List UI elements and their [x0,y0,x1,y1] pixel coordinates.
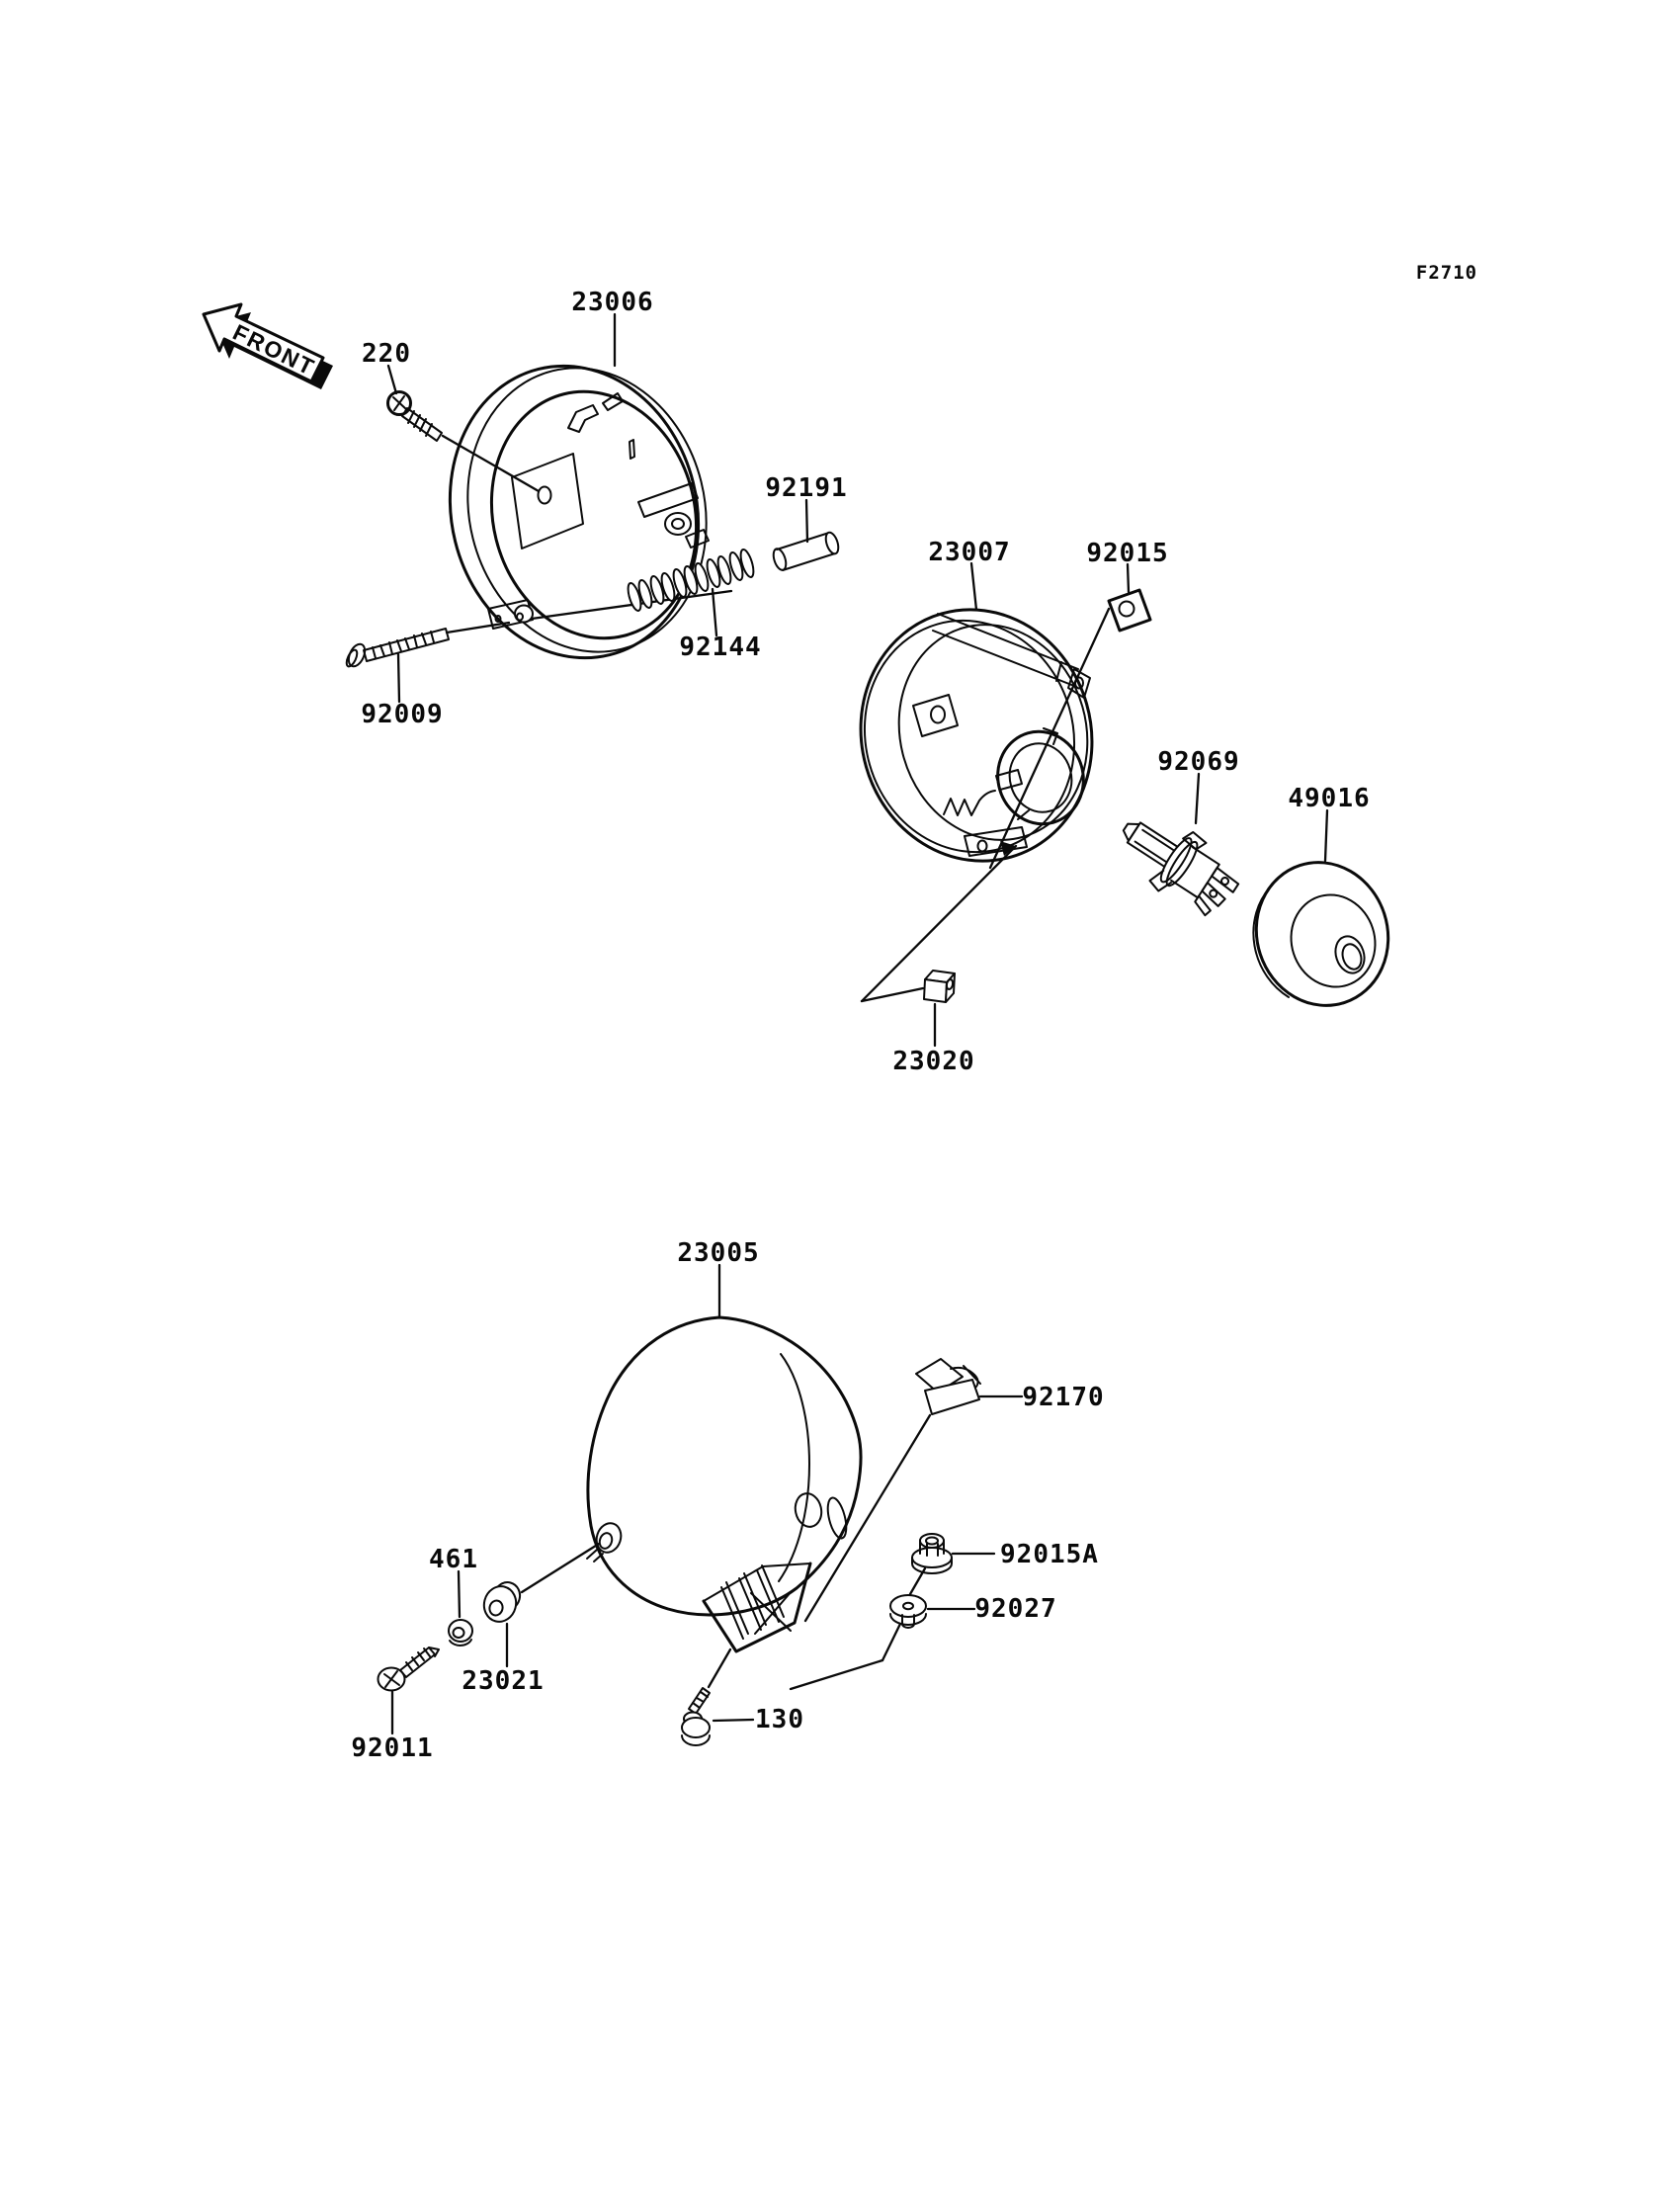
part-label-130: 130 [755,1705,804,1734]
line-130-to-bracket [709,1649,730,1687]
leader-23007 [971,563,976,610]
part-drawing-clamp-92170 [805,1359,980,1621]
leader-461 [459,1571,460,1617]
leader-92144 [713,589,716,635]
part-drawing-washer-461 [449,1620,472,1646]
leader-92191 [806,500,807,542]
line-23021-to-shell [522,1544,599,1592]
leader-130 [714,1720,753,1721]
part-drawing-screw-92009 [345,623,509,669]
rim-adjuster-plate [512,454,583,549]
part-drawing-shell-23005 [587,1317,861,1615]
part-drawing-reflector-23007 [831,582,1122,888]
part-drawing-damper-23020 [862,841,1016,1002]
part-label-23021: 23021 [462,1666,545,1696]
leader-92015 [1128,564,1129,592]
reflector-wire [944,791,995,815]
part-label-92144: 92144 [679,633,762,662]
part-drawing-nut-92015a [910,1534,952,1594]
part-label-49016: 49016 [1288,784,1371,813]
part-label-92027: 92027 [974,1594,1057,1624]
part-label-220: 220 [362,339,411,369]
part-label-461: 461 [429,1545,478,1574]
part-drawing-bulb-92069 [1106,800,1248,925]
part-drawing-collar-92027 [791,1595,926,1689]
part-label-92191: 92191 [765,473,848,503]
line-nut-to-washer [910,1568,925,1594]
front-arrow-label: FRONT [228,318,320,381]
part-label-92009: 92009 [361,700,444,729]
part-drawing-collar-92191 [771,531,840,571]
part-label-23020: 23020 [892,1047,975,1076]
part-label-23007: 23007 [928,538,1011,567]
part-drawing-cover-49016 [1238,845,1407,1023]
part-label-92015a: 92015A [1000,1540,1099,1569]
part-drawing-spring-92144 [532,549,756,619]
part-label-92069: 92069 [1157,747,1240,777]
leader-220 [388,366,396,393]
part-label-23005: 23005 [677,1238,760,1268]
front-direction-arrow [204,304,333,389]
part-label-92170: 92170 [1022,1383,1105,1412]
part-drawing-bolt-130 [682,1649,730,1745]
part-label-23006: 23006 [571,288,654,317]
part-drawing-screw-92011 [378,1648,440,1691]
figure-code: F2710 [1415,262,1478,284]
leader-49016 [1325,810,1327,861]
rim-adjust-screw [665,513,691,535]
part-label-92011: 92011 [351,1733,434,1763]
line-220-to-plate [443,436,539,491]
leader-92009 [398,654,399,702]
part-label-92015: 92015 [1086,539,1169,568]
leader-92069 [1196,774,1199,823]
line-92027-to-bracket [791,1660,882,1689]
part-drawing-grommet-23021 [480,1544,599,1626]
